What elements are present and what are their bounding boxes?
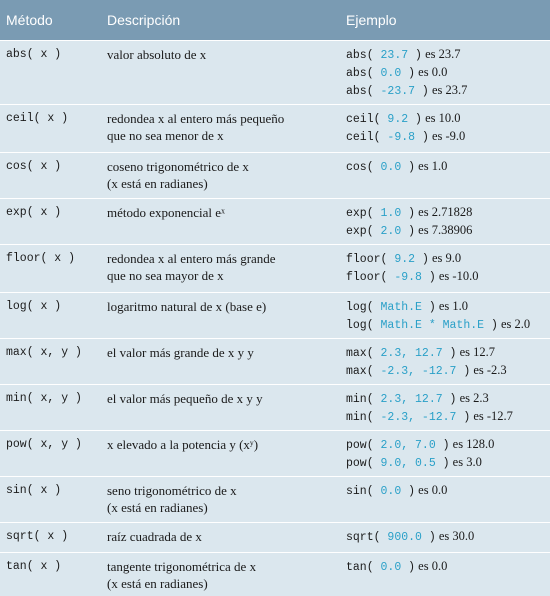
description-line: valor absoluto de x bbox=[107, 46, 207, 62]
header-description: Descripción bbox=[107, 11, 181, 28]
description-line: redondea x al entero más pequeño bbox=[107, 110, 285, 126]
example-result: es 128.0 bbox=[449, 436, 495, 451]
example-line bbox=[346, 454, 544, 472]
example-result: es 0.0 bbox=[415, 482, 448, 497]
example-argument: 9.2 bbox=[380, 112, 416, 126]
description-line: x elevado a la potencia y (xʸ) bbox=[107, 436, 259, 452]
description-cell bbox=[101, 152, 340, 198]
example-result: es 0.0 bbox=[415, 64, 448, 79]
example-result: es 7.38906 bbox=[415, 222, 473, 237]
example-result: es 2.0 bbox=[497, 316, 531, 331]
method-cell: sin( x ) bbox=[6, 483, 62, 497]
example-function: pow( bbox=[346, 456, 374, 470]
example-close-paren: ) bbox=[421, 84, 429, 98]
example-close-paren: ) bbox=[428, 270, 436, 284]
example-argument: 23.7 bbox=[373, 48, 416, 62]
example-close-paren: ) bbox=[428, 530, 436, 544]
example-close-paren: ) bbox=[421, 252, 429, 266]
example-argument: Math.E * Math.E bbox=[373, 318, 491, 332]
description-line: método exponencial eˣ bbox=[107, 204, 225, 220]
example-line bbox=[346, 344, 544, 362]
example-result: es -12.7 bbox=[470, 408, 513, 423]
example-result: es 3.0 bbox=[449, 454, 482, 469]
example-line bbox=[346, 158, 544, 176]
table-row bbox=[0, 40, 550, 104]
example-result: es -2.3 bbox=[470, 362, 507, 377]
example-function: sqrt( bbox=[346, 530, 381, 544]
example-argument: -9.8 bbox=[380, 130, 422, 144]
example-line bbox=[346, 250, 544, 268]
example-line bbox=[346, 82, 544, 100]
example-cell bbox=[340, 244, 550, 292]
example-cell bbox=[340, 198, 550, 244]
example-function: abs( bbox=[346, 84, 374, 98]
example-line bbox=[346, 558, 544, 576]
example-result: es 1.0 bbox=[435, 298, 469, 313]
example-cell bbox=[340, 40, 550, 104]
description-cell bbox=[101, 430, 340, 476]
example-line bbox=[346, 408, 544, 426]
description-cell bbox=[101, 104, 340, 152]
example-line bbox=[346, 528, 544, 546]
example-function: tan( bbox=[346, 560, 374, 574]
example-result: es 12.7 bbox=[456, 344, 495, 359]
example-function: exp( bbox=[346, 224, 374, 238]
description-line: que no sea menor de x bbox=[107, 127, 224, 143]
table-row bbox=[0, 244, 550, 292]
example-function: sin( bbox=[346, 484, 374, 498]
example-line bbox=[346, 390, 544, 408]
example-argument: 2.0 bbox=[373, 224, 409, 238]
example-result: es 2.71828 bbox=[415, 204, 473, 219]
example-cell bbox=[340, 152, 550, 198]
example-result: es -9.0 bbox=[428, 128, 466, 143]
example-function: min( bbox=[346, 410, 374, 424]
example-cell bbox=[340, 476, 550, 522]
example-argument: 0.0 bbox=[373, 560, 409, 574]
example-close-paren: ) bbox=[408, 206, 416, 220]
header-example: Ejemplo bbox=[346, 11, 397, 28]
description-line: redondea x al entero más grande bbox=[107, 250, 276, 266]
example-function: min( bbox=[346, 392, 374, 406]
table-row bbox=[0, 292, 550, 338]
example-cell bbox=[340, 384, 550, 430]
method-cell: log( x ) bbox=[6, 299, 62, 313]
description-cell bbox=[101, 198, 340, 244]
description-cell bbox=[101, 384, 340, 430]
example-line bbox=[346, 204, 544, 222]
example-function: pow( bbox=[346, 438, 374, 452]
example-close-paren: ) bbox=[428, 300, 436, 314]
example-function: log( bbox=[346, 300, 374, 314]
example-function: abs( bbox=[346, 66, 374, 80]
method-cell: max( x, y ) bbox=[6, 345, 82, 359]
method-cell: min( x, y ) bbox=[6, 391, 82, 405]
example-result: es -10.0 bbox=[435, 268, 479, 283]
example-line bbox=[346, 316, 544, 334]
example-line bbox=[346, 110, 544, 128]
example-argument: 0.0 bbox=[373, 66, 409, 80]
example-close-paren: ) bbox=[442, 456, 450, 470]
example-cell bbox=[340, 338, 550, 384]
description-cell bbox=[101, 338, 340, 384]
description-cell bbox=[101, 244, 340, 292]
description-cell bbox=[101, 476, 340, 522]
example-function: max( bbox=[346, 346, 374, 360]
table-row bbox=[0, 338, 550, 384]
example-close-paren: ) bbox=[408, 160, 416, 174]
description-line: el valor más grande de x y y bbox=[107, 344, 254, 360]
example-result: es 23.7 bbox=[421, 46, 461, 61]
example-argument: 2.3, 12.7 bbox=[373, 392, 450, 406]
example-argument: 2.3, 12.7 bbox=[373, 346, 450, 360]
example-close-paren: ) bbox=[449, 346, 457, 360]
example-argument: 0.0 bbox=[373, 160, 409, 174]
example-line bbox=[346, 362, 544, 380]
example-argument: 9.2 bbox=[387, 252, 422, 266]
description-cell bbox=[101, 292, 340, 338]
example-close-paren: ) bbox=[442, 438, 450, 452]
example-line bbox=[346, 482, 544, 500]
table-row bbox=[0, 552, 550, 596]
description-line: (x está en radianes) bbox=[107, 499, 208, 515]
example-function: abs( bbox=[346, 48, 374, 62]
description-line: logaritmo natural de x (base e) bbox=[107, 298, 267, 314]
description-line: tangente trigonométrica de x bbox=[107, 558, 257, 574]
example-function: max( bbox=[346, 364, 374, 378]
header-method: Método bbox=[6, 11, 53, 28]
example-function: log( bbox=[346, 318, 374, 332]
method-cell: exp( x ) bbox=[6, 205, 62, 219]
example-result: es 9.0 bbox=[428, 250, 462, 265]
example-argument: -2.3, -12.7 bbox=[373, 364, 464, 378]
example-close-paren: ) bbox=[408, 560, 416, 574]
example-function: cos( bbox=[346, 160, 374, 174]
table-row bbox=[0, 384, 550, 430]
example-result: es 2.3 bbox=[456, 390, 489, 405]
example-close-paren: ) bbox=[490, 318, 498, 332]
table-body bbox=[0, 40, 550, 596]
example-argument: 1.0 bbox=[373, 206, 409, 220]
example-argument: 900.0 bbox=[380, 530, 429, 544]
example-line bbox=[346, 298, 544, 316]
example-close-paren: ) bbox=[449, 392, 457, 406]
example-line bbox=[346, 128, 544, 146]
example-line bbox=[346, 222, 544, 240]
example-cell bbox=[340, 104, 550, 152]
method-cell: sqrt( x ) bbox=[6, 529, 69, 543]
example-function: floor( bbox=[346, 270, 388, 284]
example-cell bbox=[340, 430, 550, 476]
description-line: (x está en radianes) bbox=[107, 575, 208, 591]
method-cell: pow( x, y ) bbox=[6, 437, 82, 451]
table-row bbox=[0, 522, 550, 552]
example-cell bbox=[340, 522, 550, 552]
description-line: seno trigonométrico de x bbox=[107, 482, 237, 498]
table-row bbox=[0, 152, 550, 198]
example-close-paren: ) bbox=[421, 130, 429, 144]
example-line bbox=[346, 436, 544, 454]
table-row bbox=[0, 104, 550, 152]
method-cell: abs( x ) bbox=[6, 47, 62, 61]
header-row bbox=[0, 0, 550, 40]
example-cell bbox=[340, 292, 550, 338]
method-cell: ceil( x ) bbox=[6, 111, 69, 125]
example-line bbox=[346, 268, 544, 286]
method-cell: cos( x ) bbox=[6, 159, 62, 173]
table-header bbox=[0, 0, 550, 40]
example-line bbox=[346, 64, 544, 82]
example-argument: 9.0, 0.5 bbox=[373, 456, 443, 470]
example-line bbox=[346, 46, 544, 64]
example-argument: -23.7 bbox=[373, 84, 422, 98]
description-cell bbox=[101, 40, 340, 104]
example-result: es 30.0 bbox=[435, 528, 475, 543]
example-cell bbox=[340, 552, 550, 596]
example-function: floor( bbox=[346, 252, 388, 266]
description-line: raíz cuadrada de x bbox=[107, 528, 202, 544]
example-result: es 10.0 bbox=[421, 110, 461, 125]
description-cell bbox=[101, 552, 340, 596]
example-argument: 0.0 bbox=[373, 484, 409, 498]
example-function: exp( bbox=[346, 206, 374, 220]
description-cell bbox=[101, 522, 340, 552]
example-result: es 1.0 bbox=[415, 158, 448, 173]
example-function: ceil( bbox=[346, 130, 381, 144]
description-line: (x está en radianes) bbox=[107, 175, 208, 191]
table-row bbox=[0, 430, 550, 476]
example-close-paren: ) bbox=[408, 484, 416, 498]
example-argument: Math.E bbox=[373, 300, 429, 314]
example-close-paren: ) bbox=[415, 48, 422, 62]
example-result: es 23.7 bbox=[428, 82, 468, 97]
example-close-paren: ) bbox=[463, 410, 471, 424]
table-row bbox=[0, 476, 550, 522]
example-close-paren: ) bbox=[463, 364, 471, 378]
example-close-paren: ) bbox=[408, 224, 416, 238]
method-cell: tan( x ) bbox=[6, 559, 62, 573]
method-cell: floor( x ) bbox=[6, 251, 76, 265]
example-argument: -2.3, -12.7 bbox=[373, 410, 464, 424]
description-line: el valor más pequeño de x y y bbox=[107, 390, 263, 406]
example-argument: -9.8 bbox=[387, 270, 429, 284]
description-line: coseno trigonométrico de x bbox=[107, 158, 249, 174]
example-close-paren: ) bbox=[408, 66, 416, 80]
example-function: ceil( bbox=[346, 112, 381, 126]
example-argument: 2.0, 7.0 bbox=[373, 438, 443, 452]
description-line: que no sea mayor de x bbox=[107, 267, 224, 283]
table-row bbox=[0, 198, 550, 244]
example-close-paren: ) bbox=[415, 112, 422, 126]
example-result: es 0.0 bbox=[415, 558, 448, 573]
